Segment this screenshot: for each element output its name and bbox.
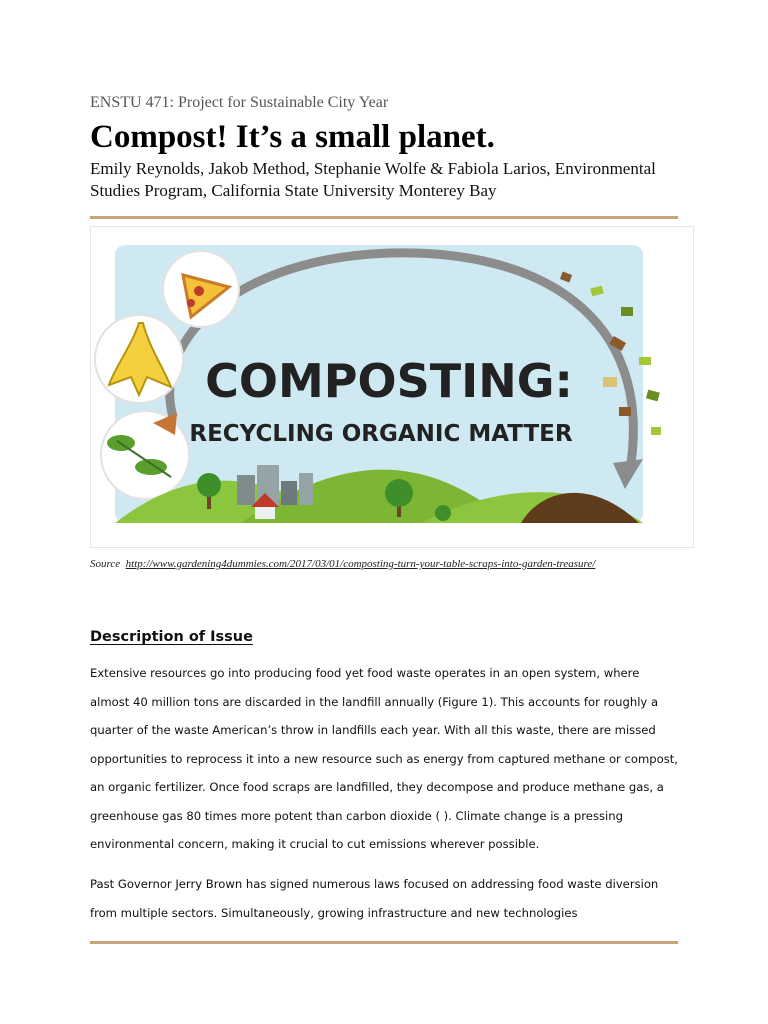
document-title: Compost! It’s a small planet. bbox=[90, 119, 495, 155]
banner-subtitle: RECYCLING ORGANIC MATTER bbox=[189, 421, 573, 447]
banner-title: COMPOSTING: bbox=[205, 354, 573, 408]
section-heading: Description of Issue bbox=[90, 629, 253, 645]
authors-line: Emily Reynolds, Jakob Method, Stephanie Wolfe & Fabiola Larios, Environmental Studies Program, California State University Monterey Bay bbox=[90, 159, 656, 200]
source-link[interactable]: http://www.gardening4dummies.com/2017/03/01/composting-turn-your-table-scraps-into-garden-treasure/ bbox=[125, 558, 596, 570]
course-label: ENSTU 471: Project for Sustainable City Year bbox=[90, 94, 389, 111]
image-source bbox=[90, 557, 610, 572]
pizza-icon bbox=[163, 251, 239, 327]
paragraph-description: Extensive resources go into producing food yet food waste operates in an open system, where almost 40 million tons are discarded in the landfill annually (Figure 1). This accounts for roughly a quarter of the waste American’s throw in landfills each year. With all this waste, there are missed opportunities to reprocess it into a new resource such as energy from captured methane or compost, an organic fertilizer. Once food scraps are landfilled, they decompose and produce methane gas, a greenhouse gas 80 times more potent than carbon dioxide ( ). Climate change is a pressing environmental concern, making it crucial to cut emissions wherever possible. bbox=[90, 666, 678, 851]
divider-top bbox=[90, 216, 678, 219]
source-label: Source bbox=[90, 558, 121, 570]
leaves-icon bbox=[101, 411, 189, 499]
composting-banner-image bbox=[90, 226, 694, 548]
paragraph-legislation: Past Governor Jerry Brown has signed numerous laws focused on addressing food waste diversion from multiple sectors. Simultaneously, growing infrastructure and new technologies bbox=[90, 877, 659, 920]
banana-peel-icon bbox=[95, 315, 183, 403]
divider-bottom bbox=[90, 941, 678, 944]
